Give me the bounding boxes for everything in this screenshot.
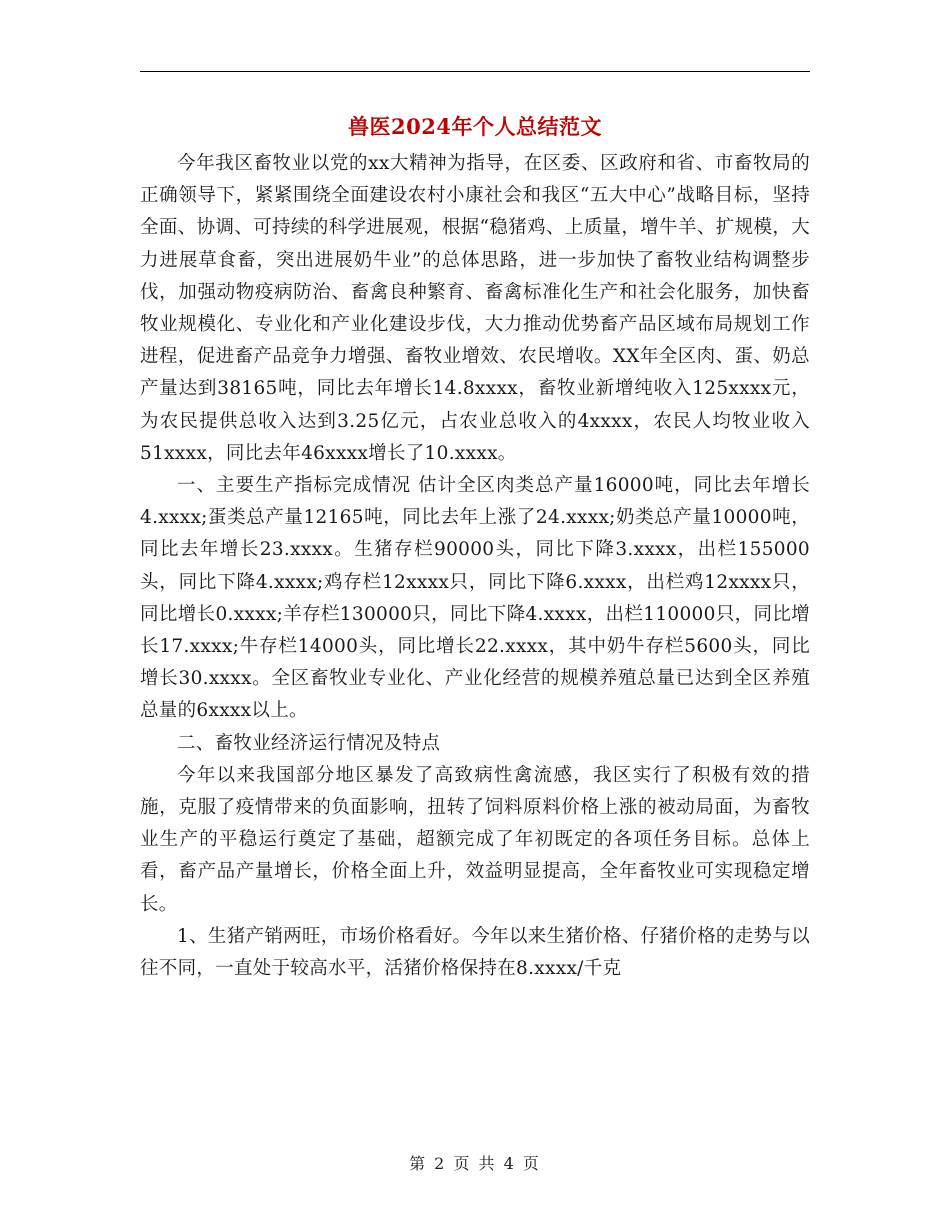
paragraph-intro: 今年我区畜牧业以党的xx大精神为指导，在区委、区政府和省、市畜牧局的正确领导下，紧紧围绕全面建设农村小康社会和我区“五大中心”战略目标，坚持全面、协调、可持续的科学进展观，根据“稳猪鸡、上质量，增牛羊、扩规模，大力进展草食畜，突出进展奶牛业”的总体思路，进一步加快了畜牧业结构调整步伐，加强动物疫病防治、畜禽良种繁育、畜禽标准化生产和社会化服务，加快畜牧业规模化、专业化和产业化建设步伐，大力推动优势畜产品区域布局规划工作进程，促进畜产品竞争力增强、畜牧业增效、农民增收。XX年全区肉、蛋、奶总产量达到38165吨，同比去年增长14.8xxxx，畜牧业新增纯收入125xxxx元，为农民提供总收入达到3.25亿元，占农业总收入的4xxxx，农民人均牧业收入51xxxx，同比去年46xxxx增长了10.xxxx。 <box>140 153 810 464</box>
page-number: 第 2 页 共 4 页 <box>409 1154 541 1173</box>
header-rule <box>140 71 810 72</box>
document-body <box>140 148 810 985</box>
heading-section-2: 二、畜牧业经济运行情况及特点 <box>177 732 441 754</box>
paragraph-item-1: 1、生猪产销两旺，市场价格看好。今年以来生猪价格、仔猪价格的走势与以往不同，一直处于较高水平，活猪价格保持在8.xxxx/千克 <box>140 925 810 980</box>
document-title: 兽医2024年个人总结范文 <box>348 114 602 139</box>
paragraph-section-1: 一、主要生产指标完成情况 估计全区肉类总产量16000吨，同比去年增长4.xxxx;蛋类总产量12165吨，同比去年上涨了24.xxxx;奶类总产量10000吨，同比去年增长23.xxxx。生猪存栏90000头，同比下降3.xxxx，出栏155000头，同比下降4.xxxx;鸡存栏12xxxx只，同比下降6.xxxx，出栏鸡12xxxx只，同比增长0.xxxx;羊存栏130000只，同比下降4.xxxx，出栏110000只，同比增长17.xxxx;牛存栏14000头，同比增长22.xxxx，其中奶牛存栏5600头，同比增长30.xxxx。全区畜牧业专业化、产业化经营的规模养殖总量已达到全区养殖总量的6xxxx以上。 <box>140 475 810 722</box>
paragraph-section-2: 今年以来我国部分地区暴发了高致病性禽流感，我区实行了积极有效的措施，克服了疫情带来的负面影响，扭转了饲料原料价格上涨的被动局面，为畜牧业生产的平稳运行奠定了基础，超额完成了年初既定的各项任务目标。总体上看，畜产品产量增长，价格全面上升，效益明显提高，全年畜牧业可实现稳定增长。 <box>140 764 810 915</box>
